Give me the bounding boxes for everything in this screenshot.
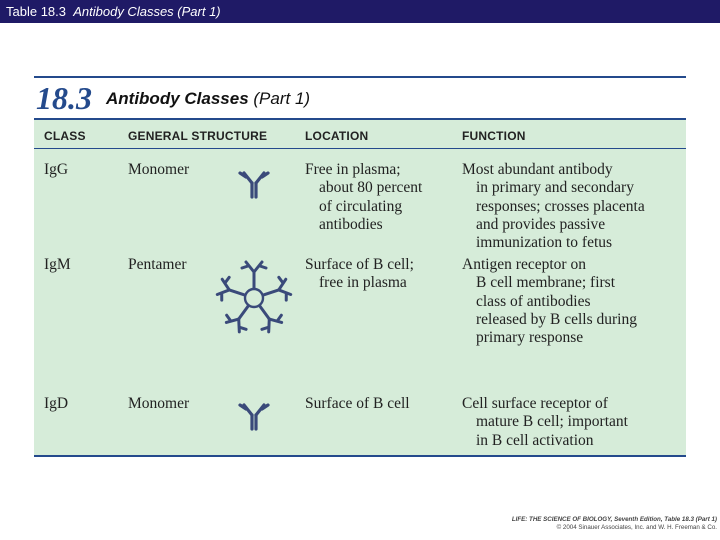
column-header-class: CLASS — [44, 129, 86, 143]
location-line: Surface of B cell — [305, 395, 410, 412]
source-credit-copyright: © 2004 Sinauer Associates, Inc. and W. H. Freeman & Co. — [556, 524, 717, 531]
function-line: responses; crosses placenta — [476, 197, 645, 215]
column-header-function: FUNCTION — [462, 129, 526, 143]
slide-title — [0, 0, 720, 23]
table-part: (Part 1) — [253, 89, 311, 108]
structure-cell: Monomer — [128, 161, 190, 178]
table-title: Antibody Classes — [106, 89, 249, 108]
location-cell — [305, 256, 414, 293]
location-line: Free in plasma; — [305, 161, 401, 178]
function-line: Antigen receptor on — [462, 256, 586, 273]
function-line: in primary and secondary — [476, 179, 634, 197]
function-line: mature B cell; important — [476, 413, 628, 431]
location-line: about 80 percent — [319, 179, 423, 197]
column-header-location: LOCATION — [305, 129, 369, 143]
source-credit-book: LIFE: THE SCIENCE OF BIOLOGY, Seventh Edition, Table 18.3 (Part 1) — [511, 516, 717, 523]
function-cell — [462, 256, 637, 347]
class-cell: IgM — [44, 256, 71, 273]
location-line: Surface of B cell; — [305, 256, 414, 273]
function-line: Most abundant antibody — [462, 161, 613, 178]
table-heading — [34, 78, 686, 120]
source-credit — [462, 516, 717, 532]
column-header-structure: GENERAL STRUCTURE — [128, 129, 268, 143]
class-cell: IgD — [44, 395, 69, 412]
slide-title-prefix: Table 18.3 — [6, 4, 66, 19]
antibody-monomer-icon — [237, 398, 271, 432]
structure-cell: Monomer — [128, 395, 190, 412]
function-line: Cell surface receptor of — [462, 395, 608, 412]
function-line: released by B cells during — [476, 310, 637, 328]
class-cell: IgG — [44, 161, 69, 178]
function-line: B cell membrane; first — [476, 274, 616, 292]
antibody-pentamer-icon — [206, 250, 302, 346]
table-number: 18.3 — [36, 80, 92, 116]
slide-title-suffix: Antibody Classes (Part 1) — [73, 4, 221, 19]
structure-cell: Pentamer — [128, 256, 187, 273]
antibody-monomer-icon — [237, 166, 271, 200]
location-cell — [305, 395, 410, 413]
function-cell — [462, 161, 645, 252]
function-line: primary response — [476, 329, 584, 347]
header-rule — [34, 148, 686, 149]
location-line: antibodies — [319, 215, 383, 233]
table-caption — [106, 88, 310, 110]
function-line: immunization to fetus — [476, 234, 613, 252]
function-line: class of antibodies — [476, 292, 591, 310]
location-line: free in plasma — [319, 274, 407, 292]
function-line: in B cell activation — [476, 431, 594, 449]
function-line: and provides passive — [476, 215, 606, 233]
location-line: of circulating — [319, 197, 403, 215]
antibody-classes-table — [34, 76, 686, 457]
location-cell — [305, 161, 422, 234]
function-cell — [462, 395, 628, 450]
